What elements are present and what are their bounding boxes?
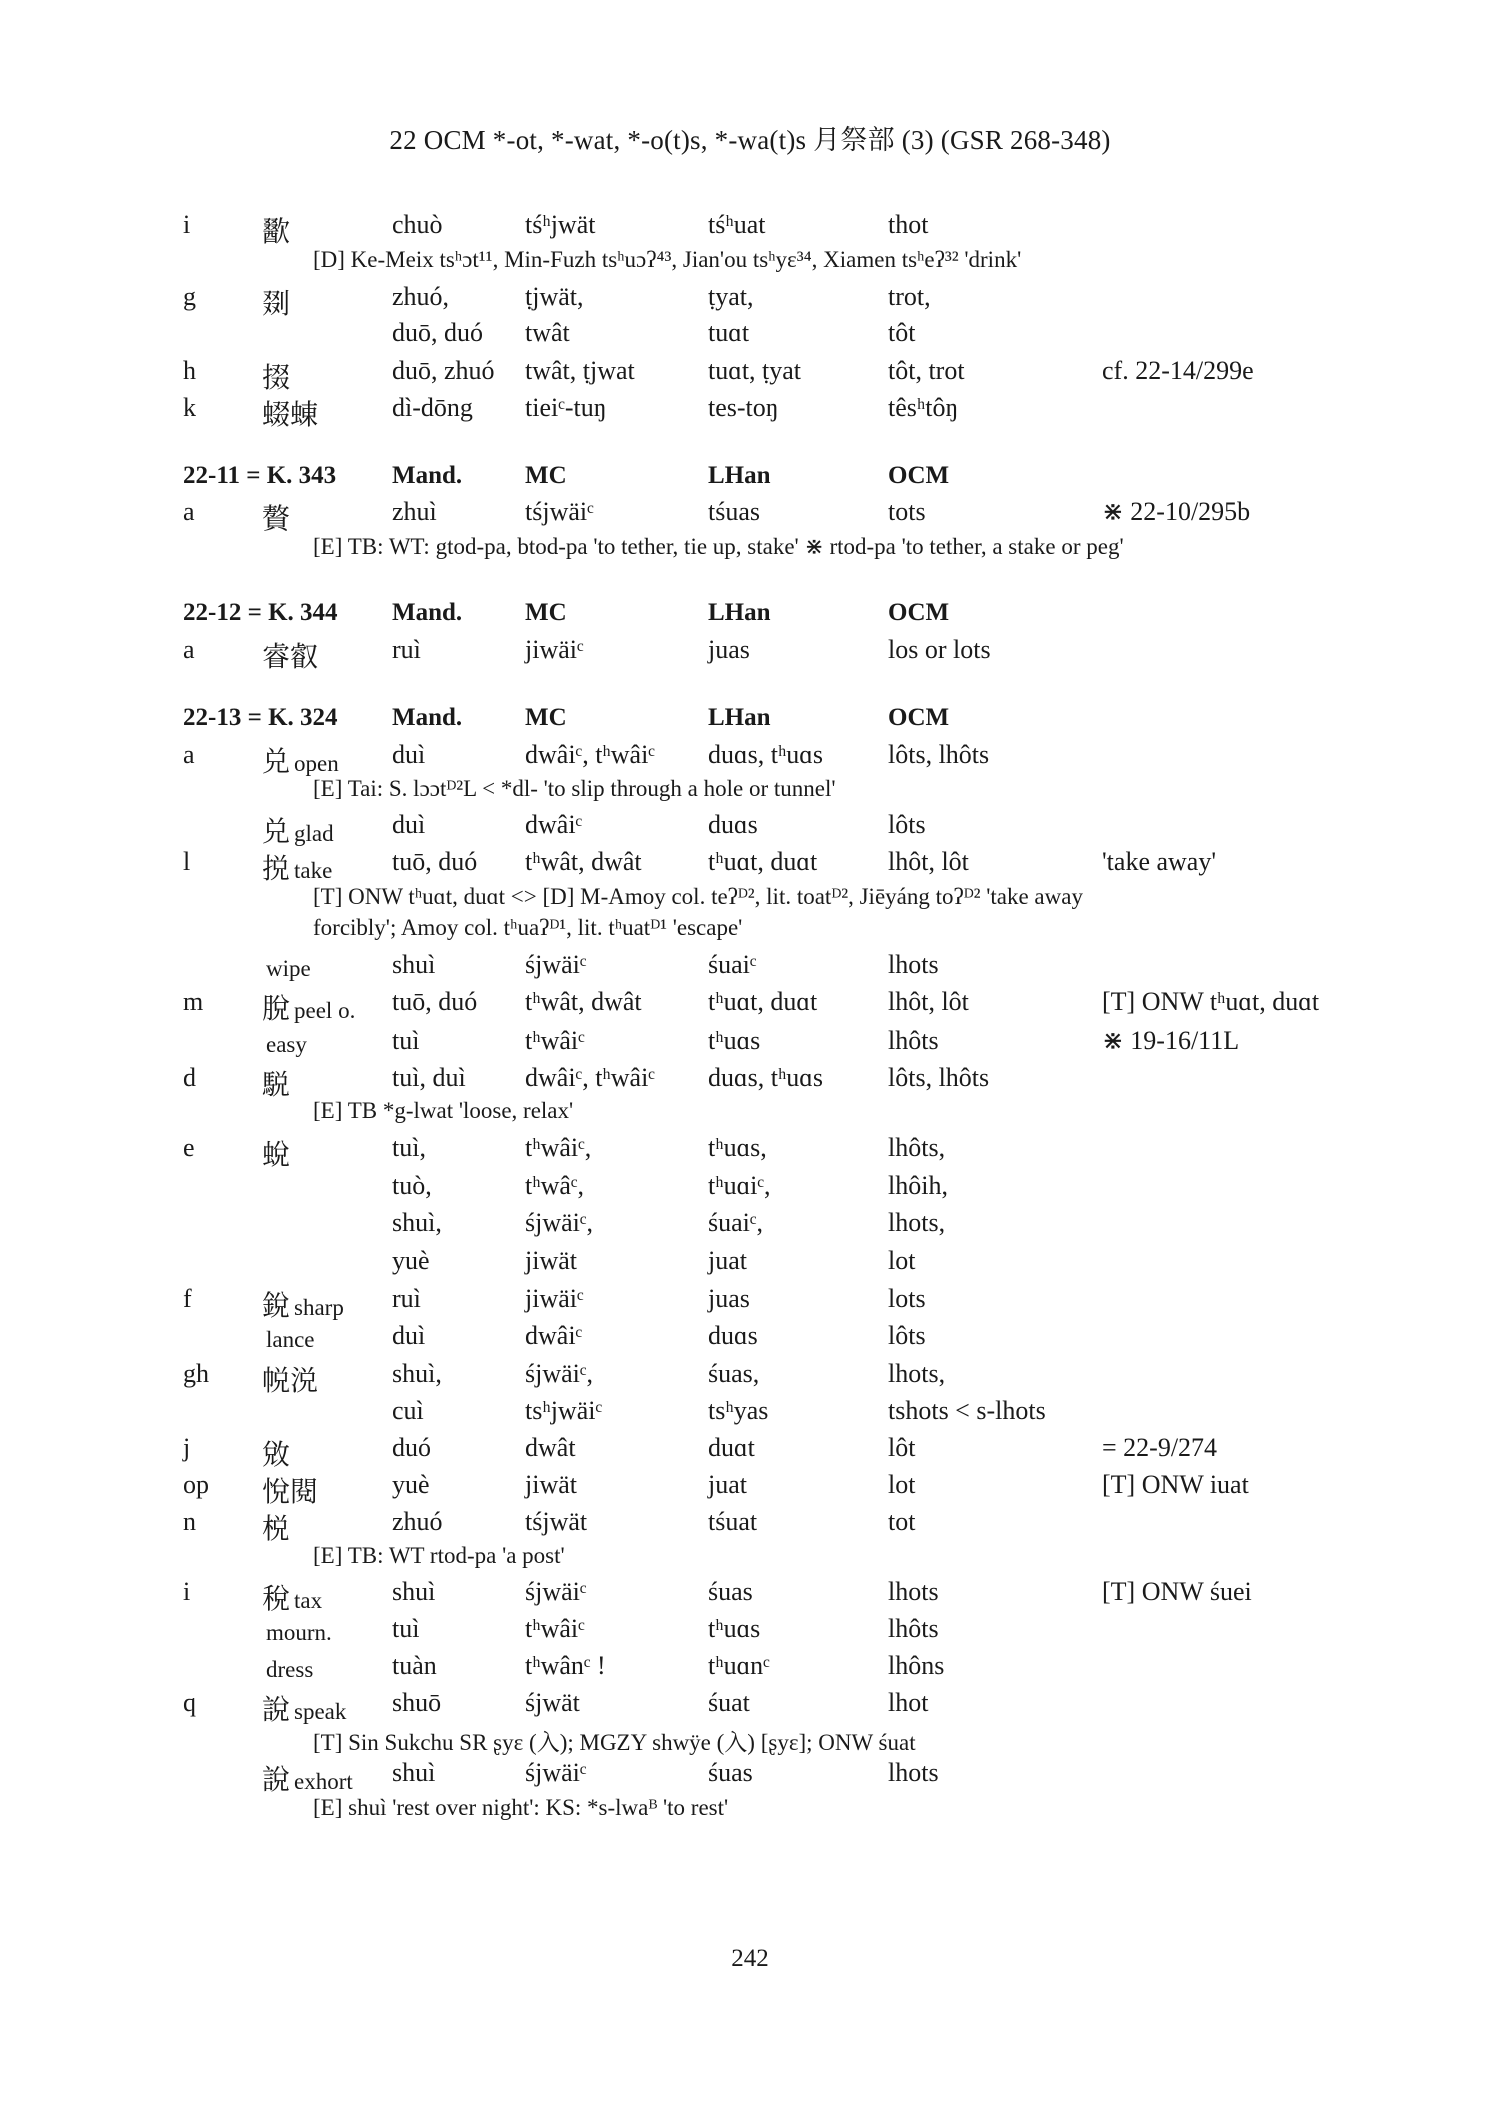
cross-reference: ⋇ 22-10/295b <box>1102 497 1251 526</box>
mc-reading: ṭjwät, <box>525 282 584 311</box>
entry-letter: e <box>183 1133 195 1162</box>
ocm-reading: têsʰtôŋ <box>888 393 959 422</box>
entry-letter: h <box>183 356 196 385</box>
entry-row <box>0 1359 1500 1395</box>
mc-reading: jiwät <box>525 1470 577 1499</box>
entry-row <box>0 740 1500 776</box>
graph: lance <box>266 1327 315 1352</box>
cross-reference: [T] ONW śuei <box>1102 1577 1252 1606</box>
mandarin-reading: shuì <box>392 1577 436 1606</box>
lhan-reading: tʰuɑnᶜ <box>708 1651 770 1680</box>
mandarin-reading: tuì, <box>392 1133 426 1162</box>
ocm-reading: lots <box>888 1284 926 1313</box>
entry-row <box>0 1688 1500 1724</box>
graph: 帨涚 <box>262 1364 319 1397</box>
entry-letter: q <box>183 1688 196 1717</box>
mandarin-reading: duō, zhuó <box>392 356 495 385</box>
entry-row <box>0 282 1500 318</box>
ocm-reading: lhots <box>888 1577 939 1606</box>
graph: 銳 sharp <box>262 1289 344 1322</box>
mc-reading: śjwäiᶜ, <box>525 1359 594 1388</box>
lhan-reading: duɑs <box>708 1321 758 1350</box>
entry-letter: j <box>183 1433 191 1462</box>
cross-reference: = 22-9/274 <box>1102 1433 1218 1462</box>
entry-letter: gh <box>183 1359 209 1388</box>
mandarin-reading: duō, duó <box>392 318 483 347</box>
mandarin-reading: shuì <box>392 1758 436 1787</box>
entry-row <box>0 1577 1500 1613</box>
entry-row <box>0 1063 1500 1099</box>
entry-row <box>0 1208 1500 1244</box>
section-id: 22-12 = K. 344 <box>183 599 338 626</box>
cross-reference: ⋇ 19-16/11L <box>1102 1026 1240 1055</box>
entry-letter: i <box>183 1577 191 1606</box>
mc-reading: dwât <box>525 1433 576 1462</box>
mc-reading: dwâiᶜ, tʰwâiᶜ <box>525 1063 655 1092</box>
lhan-reading: tśuas <box>708 497 760 526</box>
ocm-reading: lhots <box>888 950 939 979</box>
mandarin-reading: ruì <box>392 635 421 664</box>
column-header-mand: Mand. <box>392 704 463 731</box>
section-header-22-12 <box>0 599 1500 635</box>
graph: 說 exhort <box>262 1763 353 1796</box>
entry-row <box>0 356 1500 392</box>
graph: mourn. <box>266 1620 332 1645</box>
mandarin-reading: shuō <box>392 1688 442 1717</box>
entry-letter: l <box>183 847 191 876</box>
etymology-note: [E] shuì 'rest over night': KS: *s-lwaᴮ 'to rest' <box>313 1795 729 1820</box>
column-header-mc: MC <box>525 599 567 626</box>
entry-row <box>0 1614 1500 1650</box>
mandarin-reading: duó <box>392 1433 431 1462</box>
mandarin-reading: yuè <box>392 1470 430 1499</box>
entry-row <box>0 810 1500 846</box>
mandarin-reading: tuò, <box>392 1171 432 1200</box>
mc-reading: śjwäiᶜ <box>525 1577 587 1606</box>
graph: 稅 tax <box>262 1582 323 1615</box>
lhan-reading: tʰuɑs <box>708 1614 761 1643</box>
entry-row <box>0 1507 1500 1543</box>
graph: 剟 <box>262 287 291 320</box>
entry-row <box>0 393 1500 429</box>
column-header-mc: MC <box>525 704 567 731</box>
graph: 棁 <box>262 1512 291 1545</box>
lhan-reading: duɑs, tʰuɑs <box>708 1063 824 1092</box>
lhan-reading: tʰuɑiᶜ, <box>708 1171 771 1200</box>
column-header-ocm: OCM <box>888 462 950 489</box>
entry-row <box>0 1396 1500 1432</box>
ocm-reading: lôts, lhôts <box>888 740 990 769</box>
mc-reading: jiwät <box>525 1246 577 1275</box>
graph <box>262 1246 266 1279</box>
column-header-ocm: OCM <box>888 599 950 626</box>
graph: 悅閱 <box>262 1475 319 1508</box>
lhan-reading: juas <box>708 635 750 664</box>
entry-row <box>0 497 1500 533</box>
mc-reading: śjwäiᶜ <box>525 1758 587 1787</box>
entry-row <box>0 987 1500 1023</box>
graph: 蝃蝀 <box>262 398 319 431</box>
lhan-reading: tśʰuat <box>708 210 766 239</box>
dialect-note: [D] Ke-Meix tsʰɔt¹¹, Min-Fuzh tsʰuɔʔ⁴³, Jian'ou tsʰyɛ³⁴, Xiamen tsʰeʔ³² 'drink' <box>313 247 1022 272</box>
ocm-reading: thot <box>888 210 929 239</box>
entry-letter: f <box>183 1284 192 1313</box>
entry-row <box>0 847 1500 883</box>
lhan-reading: tʰuɑs <box>708 1026 761 1055</box>
running-header: 22 OCM *-ot, *-wat, *-o(t)s, *-wa(t)s 月祭部 (3) (GSR 268-348) <box>389 125 1111 155</box>
cross-reference: cf. 22-14/299e <box>1102 356 1254 385</box>
section-id: 22-13 = K. 324 <box>183 704 338 731</box>
mandarin-reading: zhuó <box>392 1507 443 1536</box>
mandarin-reading: shuì, <box>392 1359 442 1388</box>
graph: 蛻 <box>262 1138 291 1171</box>
lhan-reading: tes-toŋ <box>708 393 779 422</box>
graph: 說 speak <box>262 1693 347 1726</box>
mandarin-reading: tuàn <box>392 1651 437 1680</box>
entry-letter: a <box>183 635 195 664</box>
mc-reading: tʰwâiᶜ <box>525 1026 585 1055</box>
lhan-reading: tuɑt <box>708 318 750 347</box>
mandarin-reading: zhuì <box>392 497 437 526</box>
mc-reading: tʰwât, dwât <box>525 847 642 876</box>
lhan-reading: śuas <box>708 1758 753 1787</box>
graph: easy <box>266 1032 307 1057</box>
etymology-note: [E] TB *g-lwat 'loose, relax' <box>313 1098 574 1123</box>
entry-row <box>0 1651 1500 1687</box>
mc-reading: tieiᶜ-tuŋ <box>525 393 607 422</box>
mandarin-reading: duì <box>392 740 426 769</box>
graph: 兑 glad <box>262 815 334 848</box>
graph: 贅 <box>262 502 291 535</box>
mc-reading: twât <box>525 318 570 347</box>
graph <box>262 1396 266 1429</box>
ocm-reading: lôt <box>888 1433 916 1462</box>
lhan-reading: juas <box>708 1284 750 1313</box>
mandarin-reading: ruì <box>392 1284 421 1313</box>
section-header-22-13 <box>0 704 1500 740</box>
graph: 捝 take <box>262 852 333 885</box>
graph: 歠 <box>262 215 291 248</box>
mc-reading: jiwäiᶜ <box>525 635 584 664</box>
mc-reading: tsʰjwäiᶜ <box>525 1396 603 1425</box>
column-header-lhan: LHan <box>708 462 771 489</box>
lhan-reading: duɑs <box>708 810 758 839</box>
ocm-reading: lhôts, <box>888 1133 946 1162</box>
entry-letter: d <box>183 1063 196 1092</box>
entry-letter: a <box>183 740 195 769</box>
cross-reference: 'take away' <box>1102 847 1217 876</box>
entry-letter: n <box>183 1507 196 1536</box>
entry-letter: g <box>183 282 196 311</box>
entry-row <box>0 635 1500 671</box>
lhan-reading: tʰuɑt, duɑt <box>708 847 818 876</box>
entry-row <box>0 1758 1500 1794</box>
mandarin-reading: tuō, duó <box>392 847 478 876</box>
mc-reading: twât, ṭjwat <box>525 356 635 385</box>
mc-reading: jiwäiᶜ <box>525 1284 584 1313</box>
ocm-reading: lôts <box>888 810 926 839</box>
graph: 駾 <box>262 1068 291 1101</box>
entry-row <box>0 950 1500 986</box>
column-header-lhan: LHan <box>708 704 771 731</box>
entry-row <box>0 1470 1500 1506</box>
lhan-reading: śuaiᶜ, <box>708 1208 764 1237</box>
ocm-reading: tots <box>888 497 926 526</box>
mandarin-reading: cuì <box>392 1396 424 1425</box>
etymology-note: [E] Tai: S. lɔɔtᴰ²L < *dl- 'to slip through a hole or tunnel' <box>313 776 836 801</box>
ocm-reading: tôt, trot <box>888 356 965 385</box>
ocm-reading: lhots <box>888 1758 939 1787</box>
entry-row <box>0 210 1500 246</box>
graph <box>262 1208 266 1241</box>
lhan-reading: tuɑt, ṭyat <box>708 356 802 385</box>
entry-row <box>0 318 1500 354</box>
graph: 脫 peel o. <box>262 992 356 1025</box>
ocm-reading: lhot <box>888 1688 929 1717</box>
transcription-note: [T] ONW tʰuɑt, duɑt <> [D] M-Amoy col. teʔᴰ², lit. toatᴰ², Jiēyáng toʔᴰ² 'take away <box>313 884 1083 909</box>
mandarin-reading: zhuó, <box>392 282 450 311</box>
column-header-lhan: LHan <box>708 599 771 626</box>
mc-reading: dwâiᶜ <box>525 1321 583 1350</box>
ocm-reading: trot, <box>888 282 931 311</box>
ocm-reading: lhots, <box>888 1359 946 1388</box>
mandarin-reading: yuè <box>392 1246 430 1275</box>
mc-reading: tśjwät <box>525 1507 588 1536</box>
transcription-note-continued: forcibly'; Amoy col. tʰuaʔᴰ¹, lit. tʰuatᴰ¹ 'escape' <box>313 915 743 940</box>
mandarin-reading: shuì <box>392 950 436 979</box>
graph <box>262 1171 266 1204</box>
lhan-reading: tsʰyas <box>708 1396 769 1425</box>
lhan-reading: duɑt <box>708 1433 755 1462</box>
column-header-mc: MC <box>525 462 567 489</box>
entry-letter: op <box>183 1470 209 1499</box>
ocm-reading: lot <box>888 1246 916 1275</box>
graph: 睿叡 <box>262 640 319 673</box>
mc-reading: tʰwâiᶜ <box>525 1614 585 1643</box>
mandarin-reading: dì-dōng <box>392 393 473 422</box>
ocm-reading: lhôts <box>888 1026 939 1055</box>
mandarin-reading: duì <box>392 810 426 839</box>
mc-reading: tʰwâiᶜ, <box>525 1133 592 1162</box>
lhan-reading: śuas <box>708 1577 753 1606</box>
mandarin-reading: chuò <box>392 210 443 239</box>
ocm-reading: lhôih, <box>888 1171 948 1200</box>
entry-row <box>0 1321 1500 1357</box>
ocm-reading: lhôns <box>888 1651 945 1680</box>
graph <box>262 318 266 351</box>
entry-letter: k <box>183 393 196 422</box>
mc-reading: tʰwânᶜ ! <box>525 1651 606 1680</box>
page-number: 242 <box>731 1945 769 1972</box>
mandarin-reading: shuì, <box>392 1208 442 1237</box>
ocm-reading: los or lots <box>888 635 991 664</box>
lhan-reading: tʰuɑt, duɑt <box>708 987 818 1016</box>
section-header-22-11 <box>0 462 1500 498</box>
entry-row <box>0 1246 1500 1282</box>
lhan-reading: tśuat <box>708 1507 758 1536</box>
mc-reading: dwâiᶜ <box>525 810 583 839</box>
ocm-reading: lhots, <box>888 1208 946 1237</box>
lhan-reading: duɑs, tʰuɑs <box>708 740 824 769</box>
column-header-ocm: OCM <box>888 704 950 731</box>
ocm-reading: lot <box>888 1470 916 1499</box>
etymology-note: [E] TB: WT rtod-pa 'a post' <box>313 1543 565 1568</box>
entry-letter: a <box>183 497 195 526</box>
lhan-reading: juat <box>708 1470 747 1499</box>
mc-reading: dwâiᶜ, tʰwâiᶜ <box>525 740 655 769</box>
cross-reference: [T] ONW iuat <box>1102 1470 1249 1499</box>
entry-row <box>0 1284 1500 1320</box>
ocm-reading: lhôt, lôt <box>888 987 969 1016</box>
entry-row <box>0 1026 1500 1062</box>
mc-reading: tśjwäiᶜ <box>525 497 594 526</box>
lhan-reading: śuat <box>708 1688 750 1717</box>
mc-reading: tśʰjwät <box>525 210 596 239</box>
cross-reference: [T] ONW tʰuɑt, duɑt <box>1102 987 1320 1016</box>
mc-reading: śjwäiᶜ <box>525 950 587 979</box>
mc-reading: tʰwât, dwât <box>525 987 642 1016</box>
mandarin-reading: tuō, duó <box>392 987 478 1016</box>
ocm-reading: lôts, lhôts <box>888 1063 990 1092</box>
entry-letter: i <box>183 210 191 239</box>
mc-reading: śjwät <box>525 1688 580 1717</box>
entry-row <box>0 1171 1500 1207</box>
lhan-reading: śuas, <box>708 1359 760 1388</box>
graph: dress <box>266 1657 314 1682</box>
lhan-reading: juat <box>708 1246 747 1275</box>
graph: 兑 open <box>262 745 339 778</box>
ocm-reading: lhôts <box>888 1614 939 1643</box>
graph: 敓 <box>262 1438 291 1471</box>
graph: wipe <box>266 956 311 981</box>
column-header-mand: Mand. <box>392 462 463 489</box>
ocm-reading: tshots < s-lhots <box>888 1396 1046 1425</box>
graph: 掇 <box>262 361 291 394</box>
mandarin-reading: tuì, duì <box>392 1063 466 1092</box>
mandarin-reading: duì <box>392 1321 426 1350</box>
entry-letter: m <box>183 987 204 1016</box>
entry-row <box>0 1133 1500 1169</box>
mc-reading: śjwäiᶜ, <box>525 1208 594 1237</box>
transcription-note: [T] Sin Sukchu SR ʂyɛ (入); MGZY shwÿe (入) [ʂyɛ]; ONW śuat <box>313 1730 916 1755</box>
mandarin-reading: tuì <box>392 1026 420 1055</box>
ocm-reading: lhôt, lôt <box>888 847 969 876</box>
entry-row <box>0 1433 1500 1469</box>
mc-reading: tʰwâᶜ, <box>525 1171 585 1200</box>
lhan-reading: tʰuɑs, <box>708 1133 767 1162</box>
ocm-reading: tot <box>888 1507 916 1536</box>
lhan-reading: ṭyat, <box>708 282 754 311</box>
lhan-reading: śuaiᶜ <box>708 950 757 979</box>
etymology-note: [E] TB: WT: gtod-pa, btod-pa 'to tether, tie up, stake' ⋇ rtod-pa 'to tether, a stake or peg' <box>313 534 1124 559</box>
column-header-mand: Mand. <box>392 599 463 626</box>
section-id: 22-11 = K. 343 <box>183 462 337 489</box>
ocm-reading: tôt <box>888 318 916 347</box>
ocm-reading: lôts <box>888 1321 926 1350</box>
mandarin-reading: tuì <box>392 1614 420 1643</box>
